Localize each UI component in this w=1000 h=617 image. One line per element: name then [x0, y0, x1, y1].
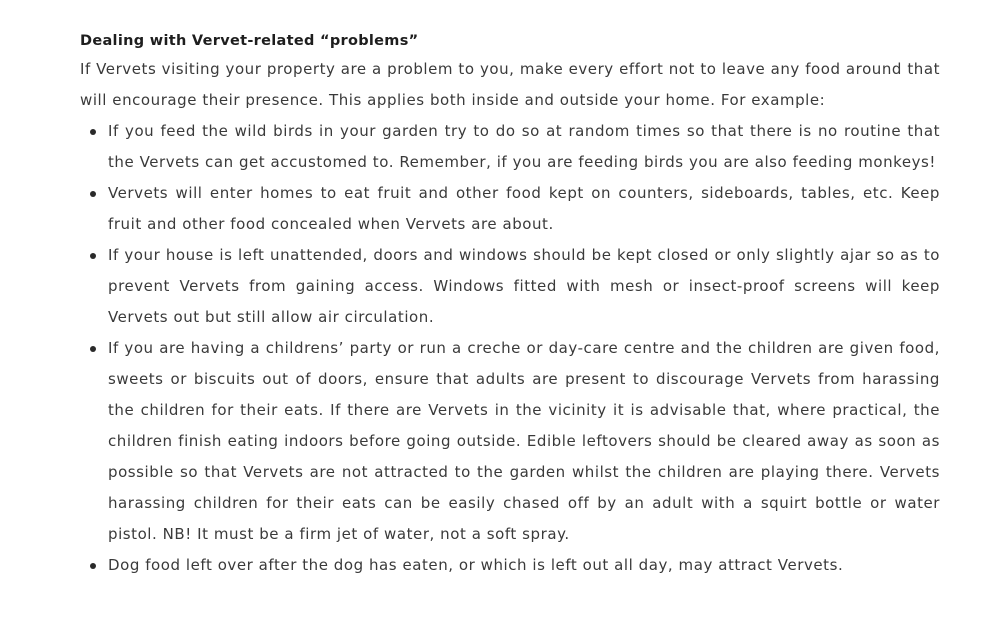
list-item-text: If you are having a childrens’ party or run a creche or day-care centre and the children are given food, sweets or biscuits out of doors, ensure that adults are present to discourage Vervets from harassing the children for their eats. If there are Vervets in the vicinity it is advisable that, where practical, the children finish eating indoors before going outside. Edible leftovers should be cleared away as soon as possible so that Vervets are not attracted to the garden whilst the children are playing there. Vervets harassing children for their eats can be easily chased off by an adult with a squirt bottle or water pistol. NB! It must be a firm jet of water, not a soft spray. — [108, 339, 940, 543]
bullet-icon — [90, 346, 96, 352]
list-item — [80, 550, 940, 581]
bullet-icon — [90, 563, 96, 569]
list-item — [80, 178, 940, 240]
article — [80, 28, 940, 581]
list-item — [80, 240, 940, 333]
list-item-text: If your house is left unattended, doors and windows should be kept closed or only slightly ajar so as to prevent Vervets from gaining access. Windows fitted with mesh or insect-proof screens will keep Vervets out but still allow air circulation. — [108, 246, 940, 326]
list-item-text: Dog food left over after the dog has eaten, or which is left out all day, may attract Vervets. — [108, 556, 844, 574]
list-item — [80, 333, 940, 550]
intro-paragraph: If Vervets visiting your property are a problem to you, make every effort not to leave any food around that will encourage their presence. This applies both inside and outside your home. For example: — [80, 60, 940, 109]
list-item — [80, 116, 940, 178]
section-heading: Dealing with Vervet-related “problems” — [80, 33, 419, 49]
tips-list — [80, 116, 940, 581]
bullet-icon — [90, 253, 96, 259]
bullet-icon — [90, 191, 96, 197]
bullet-icon — [90, 129, 96, 135]
list-item-text: If you feed the wild birds in your garden try to do so at random times so that there is no routine that the Vervets can get accustomed to. Remember, if you are feeding birds you are also feeding monkeys! — [108, 122, 940, 171]
list-item-text: Vervets will enter homes to eat fruit and other food kept on counters, sideboards, tables, etc. Keep fruit and other food concealed when Vervets are about. — [108, 184, 940, 233]
